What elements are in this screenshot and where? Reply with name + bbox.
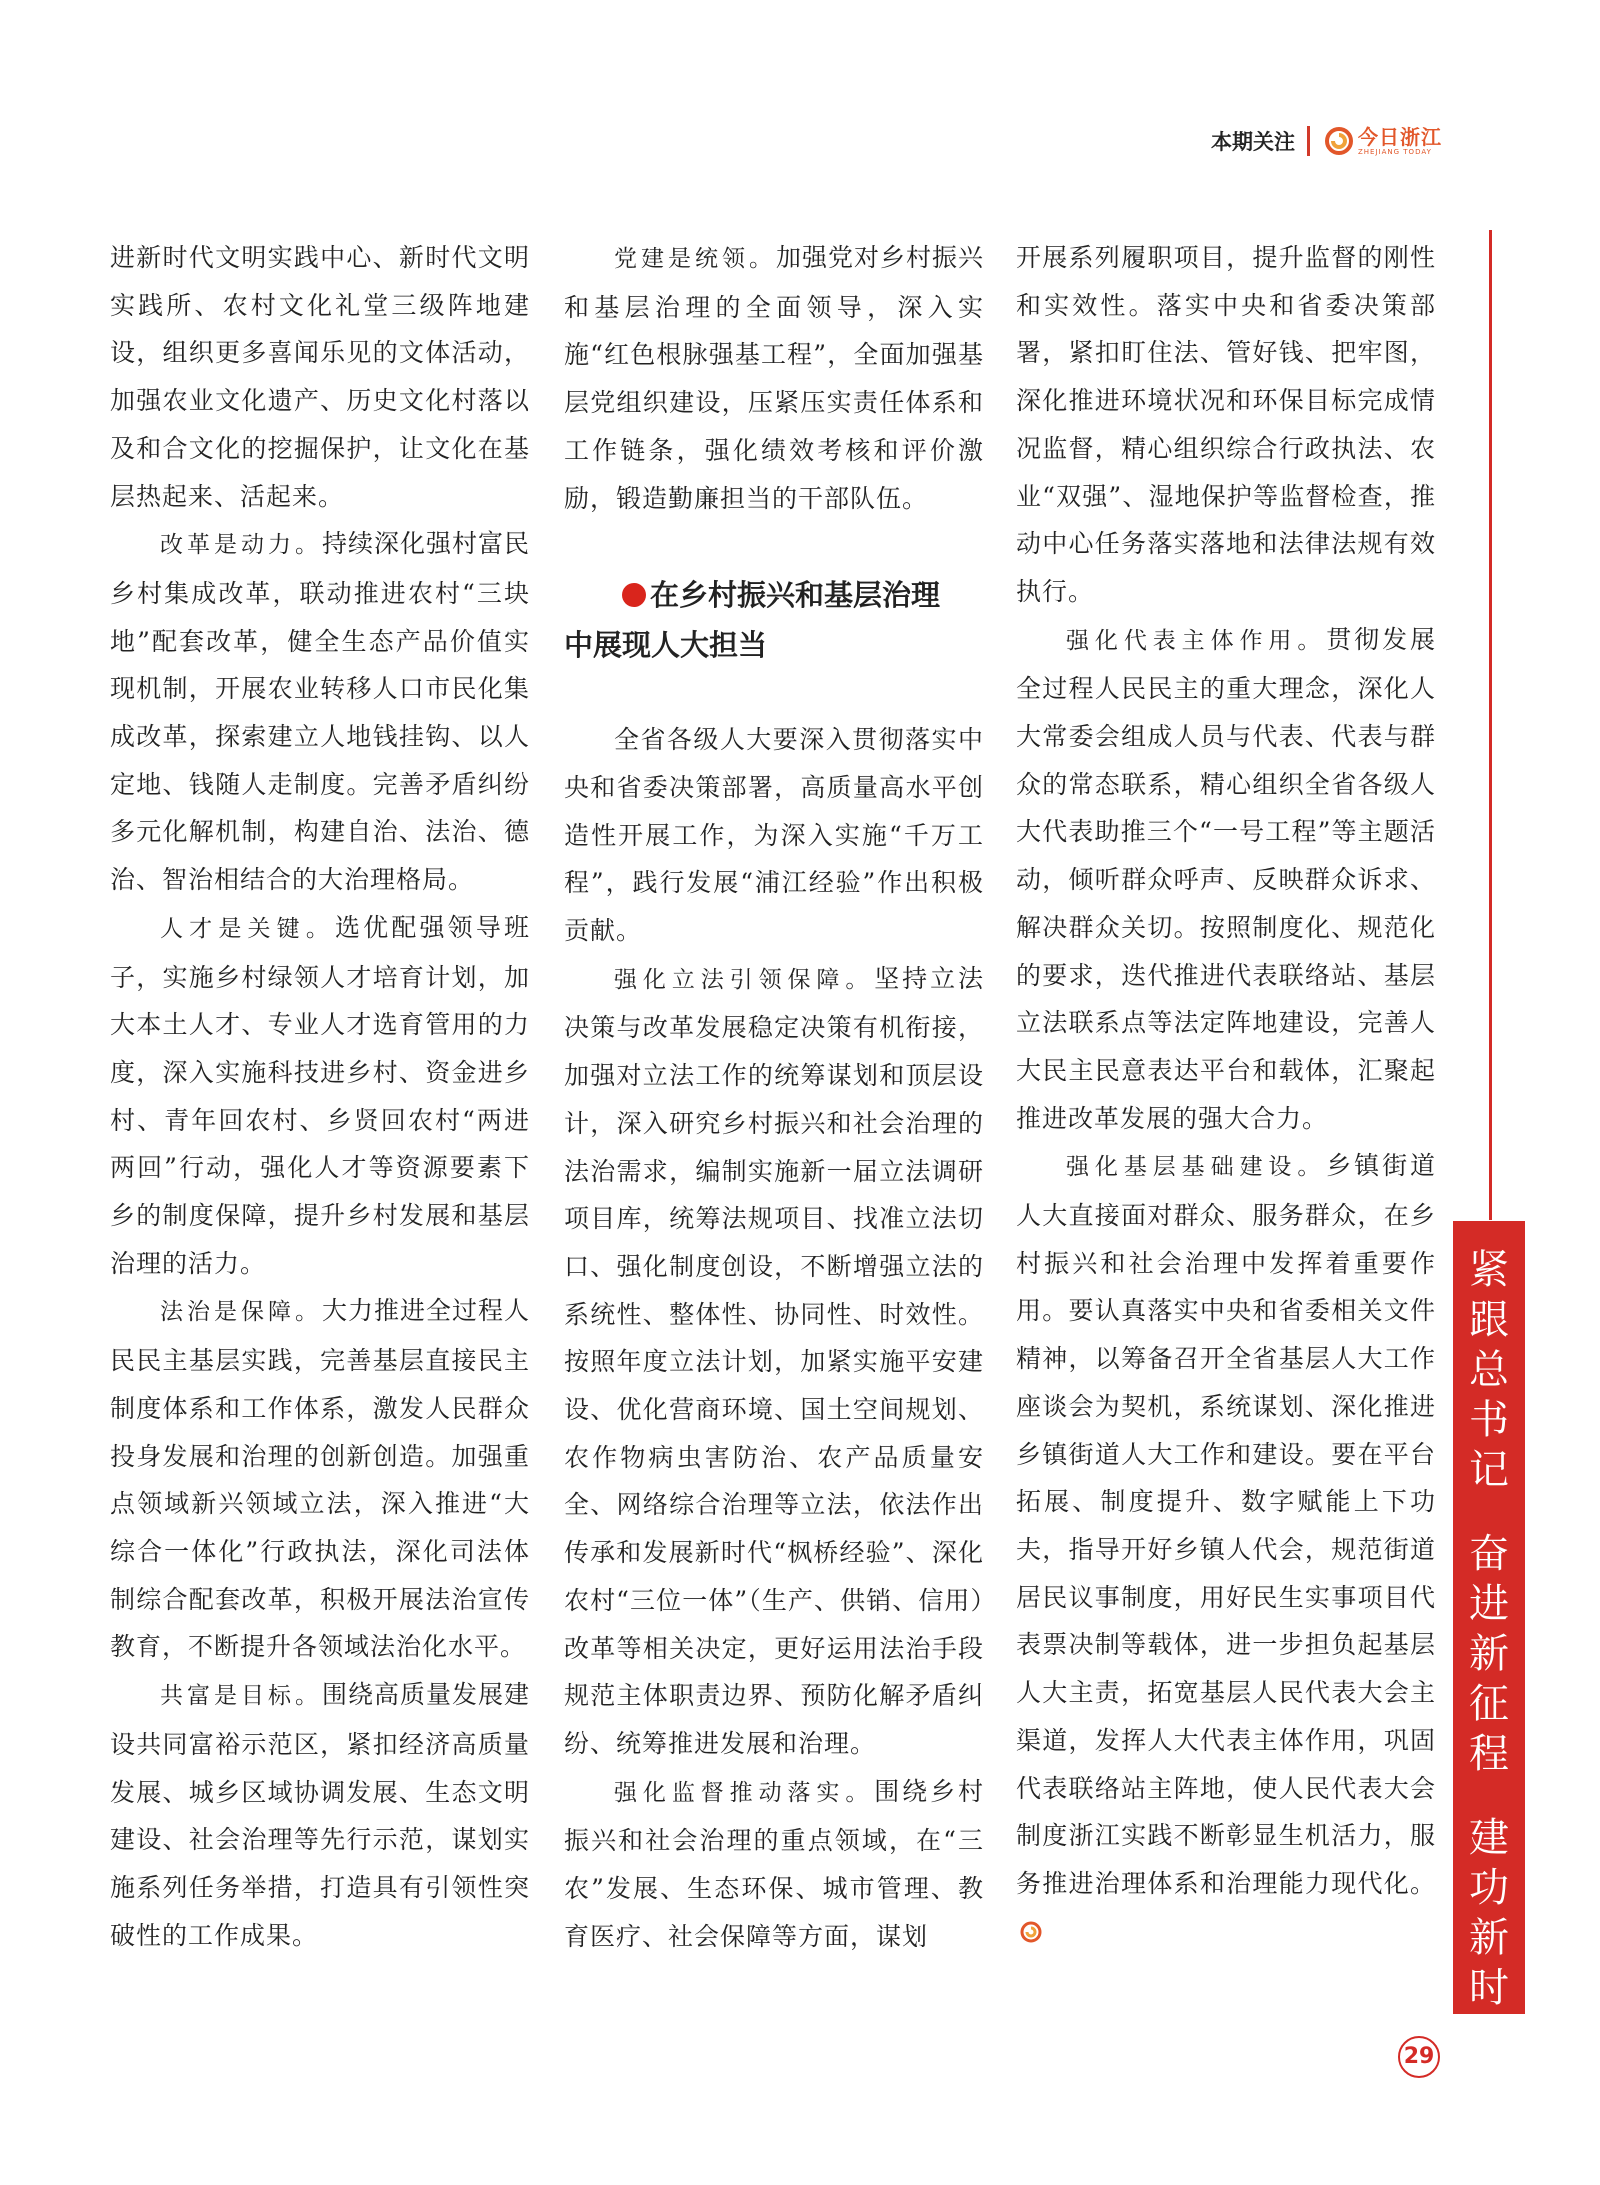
- paragraph: 开展系列履职项目，提升监督的刚性和实效性。落实中央和省委决策部署，紧扣盯住法、管好钱、把牢图，深化推进环境状况和环保目标完成情况监督，精心组织综合行政执法、农业“双强”、湿地保护等监督检查，推动中心任务落实落地和法律法规有效执行。: [1016, 243, 1436, 606]
- paragraph-lead: 共富是目标。: [160, 1683, 322, 1710]
- paragraph-body: 加强党对乡村振兴和基层治理的全面领导，深入实施“红色根脉强基工程”，全面加强基层党组织建设，压紧压实责任体系和工作链条，强化绩效考核和评价激励，锻造勤廉担当的干部队伍。: [564, 243, 985, 513]
- logo-text: 今日浙江: [1358, 124, 1442, 149]
- section-heading: [564, 570, 984, 670]
- paragraph-lead: 法治是保障。: [160, 1299, 322, 1326]
- paragraph: [110, 1671, 530, 1959]
- paragraph-lead: 党建是统领。: [614, 246, 776, 272]
- paragraph-body: 乡镇街道人大直接面对群众、服务群众，在乡村振兴和社会治理中发挥着重要作用。要认真落实中央和省委相关文件精神，以筹备召开全省基层人大工作座谈会为契机，系统谋划、深化推进乡镇街道人大工作和建设。要在平台拓展、制度提升、数字赋能上下功夫，指导开好乡镇人代会，规范街道居民议事制度，用好民生实事项目代表票决制等载体，进一步担负起基层人大主责，拓宽基层人民代表大会主渠道，发挥人大代表主体作用，巩固代表联络站主阵地，使人民代表大会制度浙江实践不断彰显生机活力，服务推进治理体系和治理能力现代化。: [1016, 1151, 1436, 1898]
- paragraph-body: 大力推进全过程人民民主基层实践，完善基层直接民主制度体系和工作体系，激发人民群众投身发展和治理的创新创造。加强重点领域新兴领域立法，深入推进“大综合一体化”行政执法，深化司法体制综合配套改革，积极开展法治宣传教育，不断提升各领域法治化水平。: [110, 1296, 531, 1662]
- paragraph: [564, 1768, 984, 1961]
- paragraph: [564, 955, 984, 1768]
- banner-char: 总: [1469, 1347, 1509, 1393]
- paragraph-lead: 强化监督推动落实。: [614, 1779, 875, 1806]
- paragraph-lead: 强化基层基础建设。: [1066, 1154, 1327, 1181]
- banner-char: 征: [1469, 1681, 1509, 1727]
- text-column-1: [110, 234, 530, 1959]
- paragraph-lead: 强化代表主体作用。: [1066, 627, 1327, 654]
- page-number: 29: [1398, 2036, 1440, 2078]
- paragraph: [110, 520, 530, 904]
- end-mark-icon: [1020, 1921, 1042, 1943]
- header-divider: [1307, 126, 1310, 156]
- paragraph-body: 坚持立法决策与改革发展稳定决策有机衔接，加强对立法工作的统筹谋划和顶层设计，深入研究乡村振兴和社会治理的法治需求，编制实施新一届立法调研项目库，统筹法规项目、找准立法切口、强化制度创设，不断增强立法的系统性、整体性、协同性、时效性。按照年度立法计划，加紧实施平安建设、优化营商环境、国土空间规划、农作物病虫害防治、农产品质量安全、网络综合治理等立法，依法作出传承和发展新时代“枫桥经验”、深化农村“三位一体”（生产、供销、信用）改革等相关决定，更好运用法治手段规范主体职责边界、预防化解矛盾纠纷、统筹推进发展和治理。: [564, 963, 984, 1758]
- paragraph-lead: 强化立法引领保障。: [614, 966, 875, 993]
- text-column-2: [564, 234, 984, 1961]
- banner-char: 新: [1469, 1631, 1509, 1677]
- banner-char: 记: [1469, 1447, 1509, 1493]
- section-heading-line2: 中展现人大担当: [564, 628, 768, 663]
- paragraph-lead: 改革是动力。: [160, 532, 322, 559]
- banner-char: 代: [1469, 2015, 1509, 2061]
- paragraph: [564, 234, 984, 522]
- paragraph: [1016, 616, 1436, 1143]
- page-header: [1211, 124, 1442, 158]
- paragraph: 全省各级人大要深入贯彻落实中央和省委决策部署，高质量高水平创造性开展工作，为深入实施“千万工程”，践行发展“浦江经验”作出积极贡献。: [564, 725, 984, 946]
- paragraph: [1016, 1142, 1436, 1955]
- paragraph-body: 围绕乡村振兴和社会治理的重点领域，在“三农”发展、生态环保、城市管理、教育医疗、社会保障等方面，谋划: [564, 1776, 984, 1951]
- banner-char: 跟: [1469, 1297, 1509, 1343]
- paragraph-body: 围绕高质量发展建设共同富裕示范区，紧扣经济高质量发展、城乡区域协调发展、生态文明建设、社会治理等先行示范，谋划实施系列任务举措，打造具有引领性突破性的工作成果。: [110, 1680, 531, 1950]
- banner-char: 书: [1469, 1397, 1509, 1443]
- magazine-logo: [1324, 126, 1442, 156]
- banner-segment: [1469, 1245, 1509, 1495]
- logo-swirl-icon: [1324, 126, 1354, 156]
- paragraph: [110, 1287, 530, 1671]
- paragraph-body: 贯彻发展全过程人民民主的重大理念，深化人大常委会组成人员与代表、代表与群众的常态联系，精心组织全省各级人大代表助推三个“一号工程”等主题活动，倾听群众呼声、反映群众诉求、解决群众关切。按照制度化、规范化的要求，迭代推进代表联络站、基层立法联系点等法定阵地建设，完善人大民主民意表达平台和载体，汇聚起推进改革发展的强大合力。: [1016, 624, 1436, 1133]
- banner-segment: [1469, 1813, 1509, 2063]
- section-label: 本期关注: [1211, 130, 1295, 154]
- banner-char: 奋: [1469, 1531, 1509, 1577]
- bullet-dot-icon: [622, 583, 646, 607]
- banner-char: 紧: [1469, 1247, 1509, 1293]
- banner-char: 功: [1469, 1865, 1509, 1911]
- banner-char: 建: [1469, 1815, 1509, 1861]
- banner-segment: [1469, 1529, 1509, 1779]
- text-column-3: [1016, 234, 1436, 1955]
- section-heading-line1: 在乡村振兴和基层治理: [650, 578, 941, 613]
- banner-char: 进: [1469, 1581, 1509, 1627]
- banner-char: 时: [1469, 1965, 1509, 2011]
- paragraph-body: 持续深化强村富民乡村集成改革，联动推进农村“三块地”配套改革，健全生态产品价值实现机制，开展农业转移人口市民化集成改革，探索建立人地钱挂钩、以人定地、钱随人走制度。完善矛盾纠纷多元化解机制，构建自治、法治、德治、智治相结合的大治理格局。: [110, 529, 531, 895]
- side-banner: [1453, 1221, 1525, 2061]
- paragraph: [110, 904, 530, 1288]
- side-rule: [1489, 230, 1492, 1220]
- paragraph: 进新时代文明实践中心、新时代文明实践所、农村文化礼堂三级阵地建设，组织更多喜闻乐见的文体活动，加强农业文化遗产、历史文化村落以及和合文化的挖掘保护，让文化在基层热起来、活起来。: [110, 243, 530, 511]
- paragraph-body: 选优配强领导班子，实施乡村绿领人才培育计划，加大本土人才、专业人才选育管用的力度，深入实施科技进乡村、资金进乡村、青年回农村、乡贤回农村“两进两回”行动，强化人才等资源要素下乡的制度保障，提升乡村发展和基层治理的活力。: [110, 912, 530, 1278]
- paragraph-lead: 人才是关键。: [160, 915, 335, 942]
- logo-subtext: ZHEJIANG TODAY: [1358, 147, 1432, 156]
- banner-char: 新: [1469, 1915, 1509, 1961]
- banner-char: 程: [1469, 1731, 1509, 1777]
